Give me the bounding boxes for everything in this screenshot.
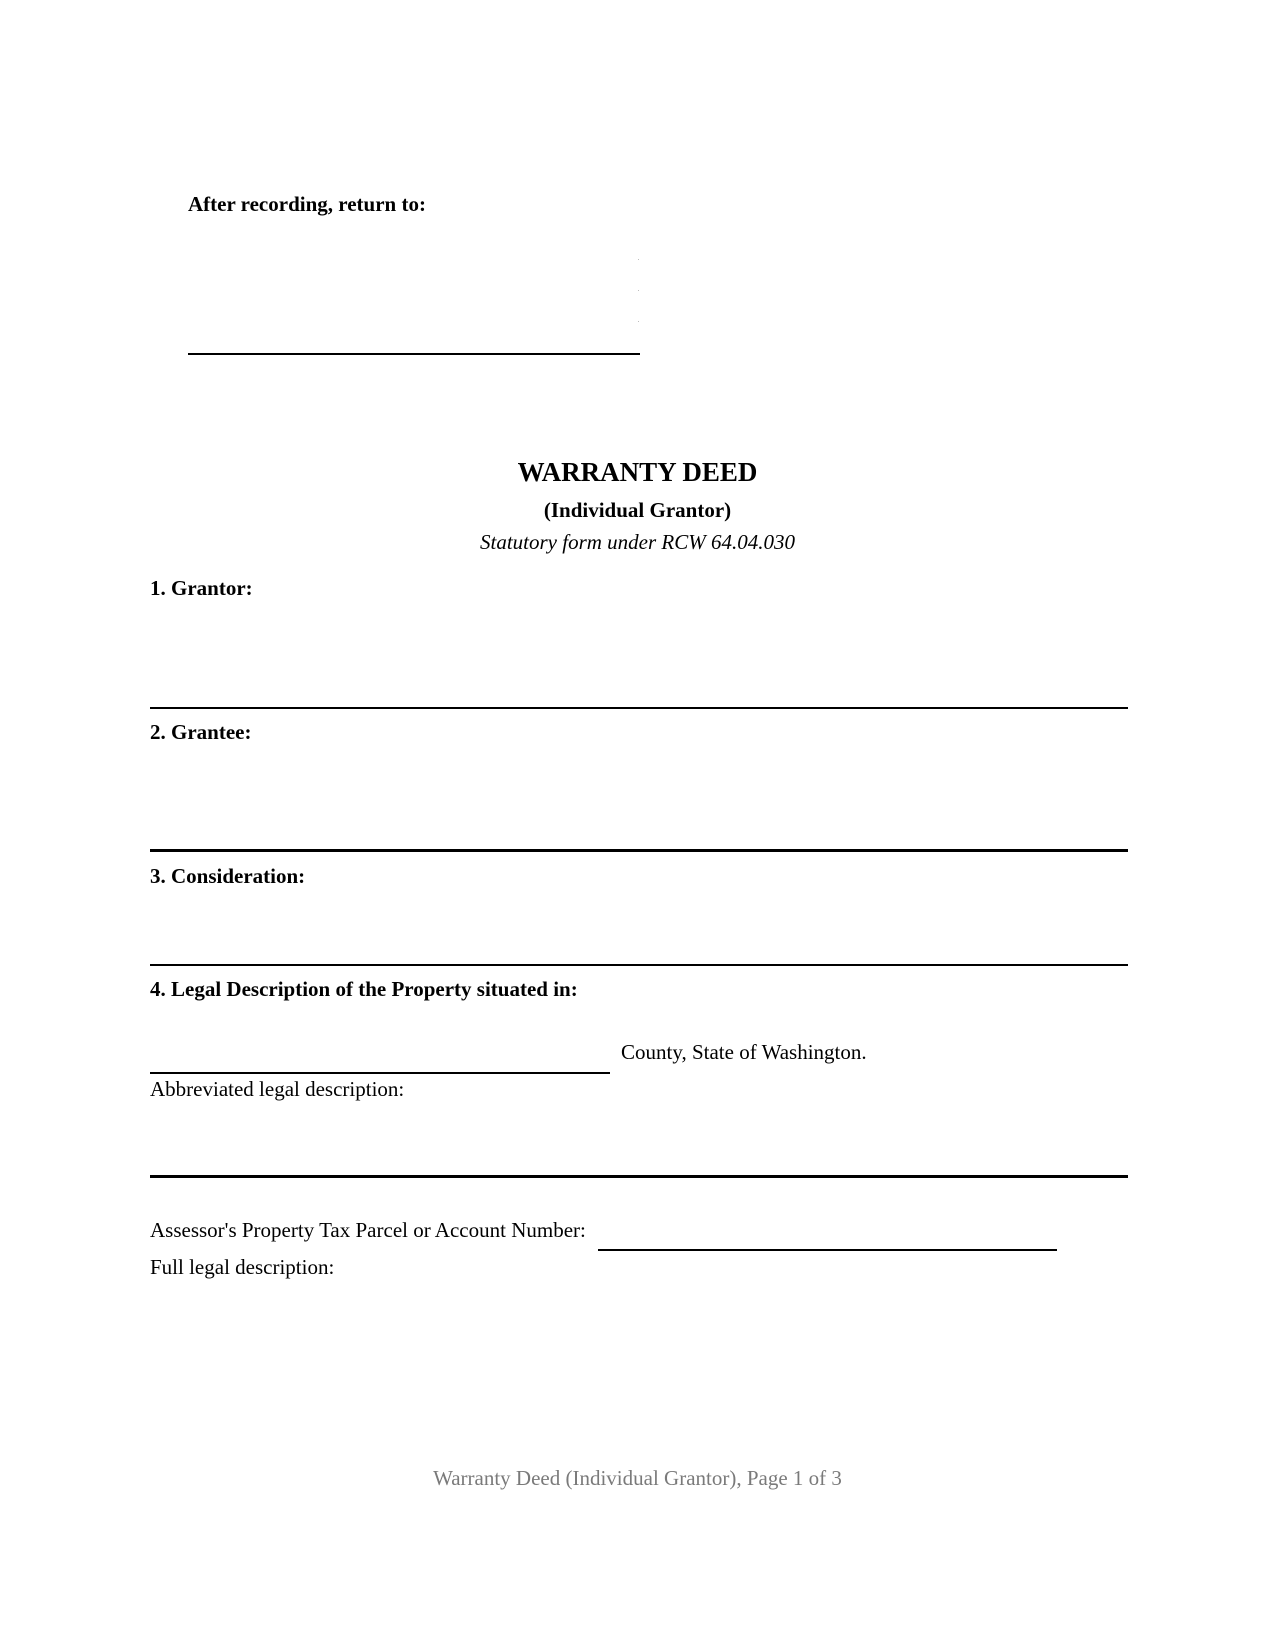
grantee-label: 2. Grantee: xyxy=(150,720,252,744)
parcel-number-label: Assessor's Property Tax Parcel or Account Number: xyxy=(150,1218,586,1242)
grantor-label: 1. Grantor: xyxy=(150,576,253,600)
return-to-label: After recording, return to: xyxy=(188,192,426,216)
parcel-number-field-line[interactable] xyxy=(598,1249,1057,1251)
abbreviated-legal-label: Abbreviated legal description: xyxy=(150,1077,405,1101)
full-legal-label: Full legal description: xyxy=(150,1255,335,1279)
county-state-text: County, State of Washington. xyxy=(621,1040,867,1064)
return-address-mark xyxy=(638,321,639,322)
consideration-field-line[interactable] xyxy=(150,964,1128,966)
abbreviated-legal-field-line[interactable] xyxy=(150,1175,1128,1178)
legal-description-label: 4. Legal Description of the Property situated in: xyxy=(150,977,578,1001)
document-title: WARRANTY DEED xyxy=(517,457,758,487)
document-subtitle: (Individual Grantor) xyxy=(543,498,732,522)
page-footer: Warranty Deed (Individual Grantor), Page 1 of 3 xyxy=(433,1466,842,1490)
grantee-field-line[interactable] xyxy=(150,849,1128,852)
statute-reference: Statutory form under RCW 64.04.030 xyxy=(480,530,795,554)
county-field-line[interactable] xyxy=(150,1072,610,1074)
return-address-line[interactable] xyxy=(188,353,640,355)
return-address-mark xyxy=(638,290,639,291)
return-address-mark xyxy=(638,259,639,260)
grantor-field-line[interactable] xyxy=(150,707,1128,709)
consideration-label: 3. Consideration: xyxy=(150,864,306,888)
